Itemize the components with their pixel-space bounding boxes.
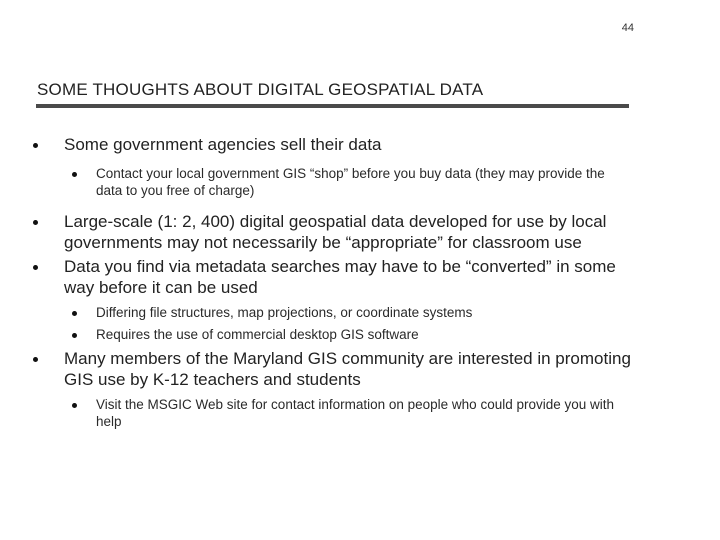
subbullet-msgic-web-site: [30, 396, 616, 430]
bullet-list: [30, 134, 650, 430]
subbullet-text: Visit the MSGIC Web site for contact information on people who could provide you with help: [96, 397, 615, 429]
bullet-text: Large-scale (1: 2, 400) digital geospatial data developed for use by local governments may not necessarily be “appropriate” for classroom use: [64, 212, 607, 252]
subbullet-file-structures: [30, 304, 616, 321]
title-rule: [36, 104, 629, 108]
subbullet-text: Requires the use of commercial desktop GIS software: [96, 327, 419, 342]
slide-title: SOME THOUGHTS ABOUT DIGITAL GEOSPATIAL DATA: [37, 80, 484, 99]
bullet-maryland-gis-community: [30, 348, 650, 390]
subbullet-commercial-gis-software: [30, 326, 616, 343]
bullet-dot: [33, 143, 38, 148]
bullet-dot: [33, 220, 38, 225]
page-number: 44: [621, 22, 634, 34]
bullet-dot: [72, 403, 77, 408]
bullet-dot: [33, 357, 38, 362]
bullet-dot: [72, 172, 77, 177]
bullet-text: Many members of the Maryland GIS community are interested in promoting GIS use by K-12 teachers and students: [64, 349, 631, 389]
bullet-dot: [33, 265, 38, 270]
bullet-large-scale-data: [30, 211, 650, 253]
bullet-agencies-sell-data: [30, 134, 650, 155]
subbullet-text: Contact your local government GIS “shop” before you buy data (they may provide the data to you free of charge): [96, 166, 605, 198]
subbullet-contact-gis-shop: [30, 165, 616, 199]
bullet-metadata-searches: [30, 256, 650, 298]
bullet-text: Some government agencies sell their data: [64, 135, 382, 154]
bullet-dot: [72, 333, 77, 338]
bullet-dot: [72, 311, 77, 316]
bullet-text: Data you find via metadata searches may have to be “converted” in some way before it can be used: [64, 257, 616, 297]
subbullet-text: Differing file structures, map projections, or coordinate systems: [96, 305, 473, 320]
